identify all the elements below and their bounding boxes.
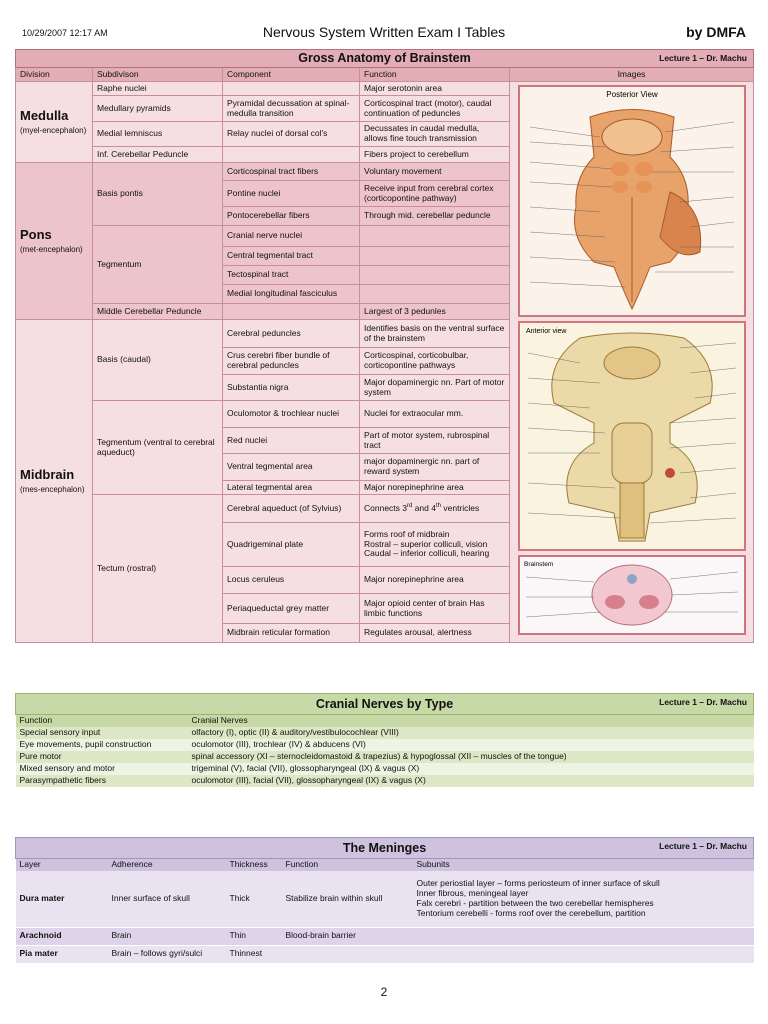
- component: Pyramidal decussation at spinal-medulla transition: [223, 96, 360, 122]
- column-header: Thickness: [226, 859, 282, 872]
- component: Tectospinal tract: [223, 266, 360, 285]
- component: Crus cerebri fiber bundle of cerebral peduncles: [223, 348, 360, 375]
- column-header: Division: [16, 68, 93, 82]
- component: Quadrigeminal plate: [223, 523, 360, 567]
- component: Oculomotor & trochlear nuclei: [223, 401, 360, 428]
- column-header: Subunits: [413, 859, 754, 872]
- cranial-lecture: Lecture 1 – Dr. Machu: [659, 697, 747, 707]
- function: Regulates arousal, alertness: [360, 624, 510, 643]
- posterior-view-image: [518, 85, 746, 317]
- print-date: 10/29/2007 12:17 AM: [22, 28, 108, 38]
- column-header: Function: [360, 68, 510, 82]
- component: Cerebral peduncles: [223, 320, 360, 348]
- subdivision: Basis pontis: [93, 163, 223, 226]
- function: Corticospinal, corticobulbar, corticopontine pathways: [360, 348, 510, 375]
- cranial-table-title: Cranial Nerves by Type Lecture 1 – Dr. Machu: [16, 694, 754, 715]
- component: Ventral tegmental area: [223, 454, 360, 481]
- function: Decussates in caudal medulla, allows fine touch transmission: [360, 122, 510, 147]
- table-row: Dura mater Inner surface of skull Thick Stabilize brain within skull Outer periostial layer – forms periosteum of inner surface of skull Inner fibrous, meningeal layer Falx cerebri - partition between the two cerebellar hemispheres Tentorium cerebelli - forms roof over the cerebellum, partition: [16, 871, 754, 927]
- document-title: Nervous System Written Exam I Tables: [262, 24, 506, 40]
- component: Cranial nerve nuclei: [223, 226, 360, 247]
- brainstem-images: [510, 82, 754, 643]
- table-row: Parasympathetic fibers oculomotor (III), facial (VII), glossopharyngeal (IX) & vagus (X): [16, 775, 754, 787]
- subdivision: Basis (caudal): [93, 320, 223, 401]
- subdivision: Inf. Cerebellar Peduncle: [93, 147, 223, 163]
- page-header: [0, 22, 768, 44]
- division-pons: Pons (met-encephalon): [16, 163, 93, 320]
- page-number: 2: [380, 985, 388, 999]
- component: [223, 82, 360, 96]
- division-medulla: Medulla (myel-encephalon): [16, 82, 93, 163]
- function: [360, 247, 510, 266]
- meninges-table: [15, 837, 754, 964]
- table-row: Special sensory input olfactory (I), optic (II) & auditory/vestibulocochlear (VIII): [16, 727, 754, 739]
- component: Substantia nigra: [223, 375, 360, 401]
- function: Major norepinephrine area: [360, 567, 510, 594]
- image-caption: Anterior view: [525, 328, 566, 335]
- component: Midbrain reticular formation: [223, 624, 360, 643]
- division-midbrain: Midbrain (mes-encephalon): [16, 320, 93, 643]
- function: [360, 285, 510, 304]
- table-row: Pure motor spinal accessory (XI – sternocleidomastoid & trapezius) & hypoglossal (XII – muscles of the tongue): [16, 751, 754, 763]
- meninges-lecture: Lecture 1 – Dr. Machu: [659, 841, 747, 851]
- function: Forms roof of midbrain Rostral – superior colliculi, vision Caudal – inferior colliculi, hearing: [360, 523, 510, 567]
- component: Lateral tegmental area: [223, 481, 360, 495]
- component: Locus ceruleus: [223, 567, 360, 594]
- document-author: by DMFA: [686, 24, 746, 40]
- subdivision: Medullary pyramids: [93, 96, 223, 122]
- function: Identifies basis on the ventral surface of the brainstem: [360, 320, 510, 348]
- component: Cerebral aqueduct (of Sylvius): [223, 495, 360, 523]
- function: Major norepinephrine area: [360, 481, 510, 495]
- column-header: Component: [223, 68, 360, 82]
- cranial-column-headers: [16, 715, 754, 728]
- column-header: Cranial Nerves: [188, 715, 754, 728]
- function: Major opioid center of brain Has limbic functions: [360, 594, 510, 624]
- table-row: Mixed sensory and motor trigeminal (V), facial (VII), glossopharyngeal (IX) & vagus (X): [16, 763, 754, 775]
- subdivision: Tegmentum: [93, 226, 223, 304]
- component: [223, 147, 360, 163]
- brainstem-column-headers: [16, 68, 754, 82]
- function: major dopaminergic nn. part of reward system: [360, 454, 510, 481]
- function: Major dopaminergic nn. Part of motor system: [360, 375, 510, 401]
- function: Largest of 3 pedunles: [360, 304, 510, 320]
- component: Corticospinal tract fibers: [223, 163, 360, 181]
- table-row: Eye movements, pupil construction oculomotor (III), trochlear (IV) & abducens (VI): [16, 739, 754, 751]
- image-caption: Posterior View: [605, 90, 658, 99]
- brainstem-section-image: [518, 555, 746, 635]
- brainstem-table: [15, 49, 754, 643]
- table-row: Pia mater Brain – follows gyri/sulci Thinnest: [16, 945, 754, 963]
- component: Pontine nuclei: [223, 181, 360, 207]
- component: Medial longitudinal fasciculus: [223, 285, 360, 304]
- function: Major serotonin area: [360, 82, 510, 96]
- function: [360, 266, 510, 285]
- cranial-nerves-table: [15, 693, 754, 787]
- function: Part of motor system, rubrospinal tract: [360, 428, 510, 454]
- subdivision: Tectum (rostral): [93, 495, 223, 643]
- subdivision: Raphe nuclei: [93, 82, 223, 96]
- table-row: Arachnoid Brain Thin Blood-brain barrier: [16, 927, 754, 945]
- subdivision: Middle Cerebellar Peduncle: [93, 304, 223, 320]
- function: Nuclei for extraocular mm.: [360, 401, 510, 428]
- subdivision: Tegmentum (ventral to cerebral aqueduct): [93, 401, 223, 495]
- brainstem-table-title: Gross Anatomy of Brainstem Lecture 1 – Dr. Machu: [16, 50, 754, 68]
- column-header: Layer: [16, 859, 108, 872]
- component: Red nuclei: [223, 428, 360, 454]
- component: Relay nuclei of dorsal col's: [223, 122, 360, 147]
- function: Corticospinal tract (motor), caudal continuation of peduncles: [360, 96, 510, 122]
- meninges-column-headers: [16, 859, 754, 872]
- anterior-view-image: [518, 321, 746, 551]
- column-header: Function: [282, 859, 413, 872]
- column-header: Function: [16, 715, 188, 728]
- function: Voluntary movement: [360, 163, 510, 181]
- function: [360, 226, 510, 247]
- component: Periaqueductal grey matter: [223, 594, 360, 624]
- subdivision: Medial lemniscus: [93, 122, 223, 147]
- function: Connects 3rd and 4th ventricles: [360, 495, 510, 523]
- function: Through mid. cerebellar peduncle: [360, 207, 510, 226]
- image-caption: Brainstem: [523, 561, 553, 568]
- component: [223, 304, 360, 320]
- component: Central tegmental tract: [223, 247, 360, 266]
- meninges-table-title: The Meninges Lecture 1 – Dr. Machu: [16, 838, 754, 859]
- table-row: [16, 82, 754, 96]
- column-header: Images: [510, 68, 754, 82]
- component: Pontocerebellar fibers: [223, 207, 360, 226]
- function: Receive input from cerebral cortex (corticopontine pathway): [360, 181, 510, 207]
- function: Fibers project to cerebellum: [360, 147, 510, 163]
- column-header: Adherence: [108, 859, 226, 872]
- column-header: Subdivison: [93, 68, 223, 82]
- brainstem-lecture: Lecture 1 – Dr. Machu: [659, 53, 748, 63]
